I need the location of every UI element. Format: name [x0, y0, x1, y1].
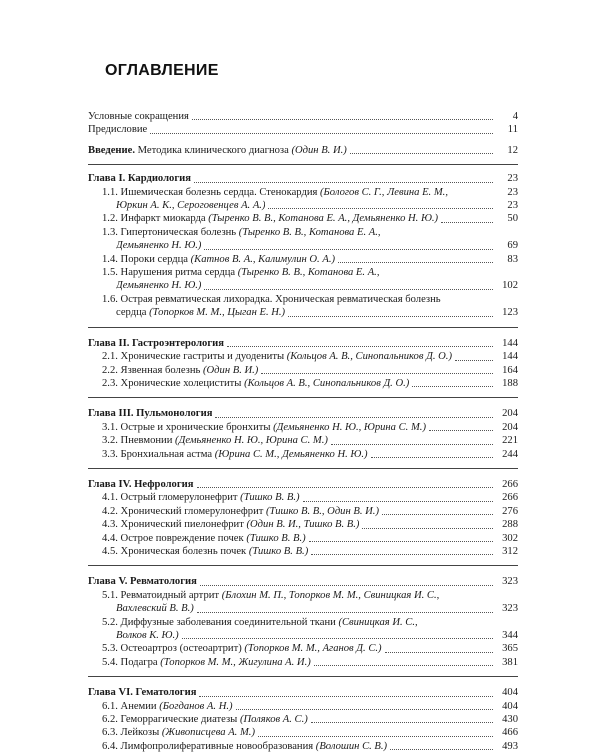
chapter-separator	[88, 468, 518, 469]
toc-entry-title: Глава V. Ревматология	[88, 576, 197, 588]
toc-entry-authors: (Тишко В. В.)	[246, 532, 306, 544]
toc-page-number: 204	[502, 421, 518, 433]
toc-entry-title: 1.5. Нарушения ритма сердца (Тыренко В. В., Котанова Е. А.,	[102, 267, 380, 279]
toc-entry-authors: (Топорков М. М., Жигулина А. И.)	[160, 656, 311, 668]
toc-page-number: 323	[502, 576, 518, 588]
toc-entry-title: 3.1. Острые и хронические бронхиты (Демьяненко Н. Ю., Юрина С. М.)	[102, 421, 426, 433]
toc-entry-title: 1.2. Инфаркт миокарда (Тыренко В. В., Котанова Е. А., Демьяненко Н. Ю.)	[102, 213, 439, 225]
toc-entry[interactable]	[88, 532, 518, 545]
toc-entry-title	[116, 602, 194, 615]
toc-entry-title: 1.6. Острая ревматическая лихорадка. Хроническая ревматическая болезнь	[102, 293, 441, 305]
toc-entry-title: 2.2. Язвенная болезнь (Один В. И.)	[102, 364, 259, 376]
toc-entry[interactable]	[88, 616, 518, 629]
toc-entry-authors: (Богданов А. Н.)	[159, 700, 233, 712]
toc-entry-authors: Демьяненко Н. Ю.)	[116, 280, 202, 292]
dot-leader	[197, 612, 493, 613]
toc-page-number: 23	[507, 200, 518, 212]
dot-leader	[331, 444, 493, 445]
toc-entry[interactable]	[88, 239, 518, 252]
dot-leader	[200, 585, 493, 586]
toc-page-number: 4	[512, 111, 518, 122]
dot-leader	[227, 346, 493, 347]
toc-entry-authors: (Один В. И., Тишко В. В.)	[246, 519, 360, 531]
dot-leader	[441, 222, 493, 223]
toc-entry-authors: (Тыренко В. В., Котанова Е. А.,	[237, 267, 380, 279]
dot-leader	[215, 417, 493, 418]
toc-page-number: 11	[507, 124, 518, 136]
toc-entry[interactable]	[88, 448, 518, 461]
toc-entry-authors: (Кольцов А. В., Синопальников Д. О.)	[244, 377, 410, 389]
dot-leader	[311, 722, 493, 723]
toc-entry-title: Глава VI. Гематология	[88, 687, 197, 699]
dot-leader	[309, 541, 493, 542]
toc-entry[interactable]	[88, 123, 518, 136]
toc-entry-title: 5.4. Подагра (Топорков М. М., Жигулина А. И.)	[102, 656, 311, 668]
toc-entry-authors: (Кольцов А. В., Синопальников Д. О.)	[286, 351, 452, 363]
page-title: ОГЛАВЛЕНИЕ	[105, 62, 219, 79]
dot-leader	[362, 528, 493, 529]
toc-page-number: 466	[502, 727, 518, 739]
toc-entry-title: Глава I. Кардиология	[88, 173, 191, 185]
toc-entry-title: Предисловие	[88, 124, 148, 136]
toc-entry-authors: (Бологов С. Г., Левина Е. М.,	[320, 186, 448, 198]
toc-entry[interactable]	[88, 279, 518, 292]
toc-entry-authors: (Юрина С. М., Демьяненко Н. Ю.)	[214, 448, 368, 460]
dot-leader	[192, 119, 493, 120]
toc-entry[interactable]	[88, 377, 518, 390]
toc-entry[interactable]	[88, 186, 518, 199]
toc-page-number: 123	[502, 307, 518, 319]
toc-page-number: 381	[502, 656, 518, 668]
dot-leader	[204, 289, 493, 290]
toc-entry-title: 1.3. Гипертоническая болезнь (Тыренко В. В., Котанова Е. А.,	[102, 226, 381, 238]
toc-page-number: 312	[502, 545, 518, 557]
toc-page-number: 344	[502, 630, 518, 641]
toc-entry-title: 3.3. Бронхиальная астма (Юрина С. М., Демьяненко Н. Ю.)	[102, 448, 368, 460]
dot-leader	[182, 638, 493, 639]
toc-chapter[interactable]	[88, 575, 518, 588]
toc-entry[interactable]	[88, 713, 518, 726]
toc-entry[interactable]	[88, 350, 518, 363]
dot-leader	[303, 501, 493, 502]
toc-entry[interactable]	[88, 266, 518, 279]
toc-entry-title: 1.1. Ишемическая болезнь сердца. Стенокардия (Бологов С. Г., Левина Е. М.,	[102, 186, 448, 198]
dot-leader	[194, 182, 493, 183]
toc-entry[interactable]	[88, 434, 518, 447]
chapter-separator	[88, 327, 518, 328]
toc-entry[interactable]	[88, 306, 518, 319]
toc-entry-authors: (Блохин М. П., Топорков М. М., Свиницкая И. С.,	[221, 589, 440, 601]
toc-entry-authors: (Топорков М. М., Аганов Д. С.)	[244, 643, 382, 655]
toc-page-number: 164	[502, 364, 518, 376]
toc-entry-authors: (Тыренко В. В., Котанова Е. А., Демьяненко Н. Ю.)	[208, 213, 439, 225]
toc-entry-title: Глава IV. Нефрология	[88, 478, 194, 490]
toc-entry-title: 2.3. Хронические холециститы (Кольцов А. В., Синопальников Д. О.)	[102, 377, 410, 389]
toc-page-number: 365	[502, 643, 518, 655]
toc-entry-title: 5.3. Остеоартроз (остеоартрит) (Топорков М. М., Аганов Д. С.)	[102, 643, 382, 655]
toc-entry-authors: (Волошин С. В.)	[315, 740, 388, 752]
dot-leader	[382, 514, 493, 515]
toc-entry-authors: (Демьяненко Н. Ю., Юрина С. М.)	[175, 435, 328, 447]
toc-entry[interactable]	[88, 364, 518, 377]
toc-entry-authors: (Тишко В. В.)	[248, 545, 309, 557]
toc-entry-title: 4.3. Хронический пиелонефрит (Один В. И., Тишко В. В.)	[102, 519, 360, 531]
toc-entry[interactable]	[88, 491, 518, 504]
dot-leader	[197, 487, 494, 488]
dot-leader	[150, 133, 493, 134]
dot-leader	[385, 652, 493, 653]
toc-entry[interactable]	[88, 505, 518, 518]
toc-entry[interactable]	[88, 700, 518, 713]
toc-page-number: 302	[502, 532, 518, 544]
table-of-contents	[88, 110, 518, 753]
dot-leader	[204, 249, 493, 250]
toc-page-number: 204	[502, 408, 518, 420]
toc-chapter[interactable]	[88, 172, 518, 185]
toc-entry[interactable]	[88, 212, 518, 225]
toc-page-number: 493	[502, 740, 518, 752]
toc-entry[interactable]	[88, 144, 518, 157]
toc-entry-title: 2.1. Хронические гастриты и дуодениты (Кольцов А. В., Синопальников Д. О.)	[102, 351, 452, 363]
toc-entry-authors: (Тишко В. В., Один В. И.)	[266, 505, 379, 517]
toc-entry-authors: (Тыренко В. В., Котанова Е. А.,	[238, 226, 381, 238]
toc-entry-title: 4.2. Хронический гломерулонефрит (Тишко В. В., Один В. И.)	[102, 505, 379, 517]
toc-page-number: 12	[507, 144, 518, 156]
dot-leader	[261, 373, 493, 374]
toc-entry-authors: (Один В. И.)	[203, 364, 259, 376]
dot-leader	[338, 262, 493, 263]
toc-entry-authors: (Тишко В. В.)	[240, 492, 300, 504]
toc-page-number: 323	[502, 603, 518, 615]
toc-entry-title: 6.1. Анемии (Богданов А. Н.)	[102, 700, 233, 712]
toc-entry-title: 1.4. Пороки сердца (Катнов В. А., Калимулин О. А.)	[102, 253, 335, 265]
toc-page-number: 144	[502, 337, 518, 349]
toc-entry[interactable]	[88, 199, 518, 212]
toc-entry[interactable]	[88, 421, 518, 434]
toc-entry-title: Введение. Методика клинического диагноза (Один В. И.)	[88, 144, 347, 156]
toc-entry-title: 4.1. Острый гломерулонефрит (Тишко В. В.)	[102, 492, 300, 504]
dot-leader	[350, 153, 493, 154]
toc-page-number: 83	[507, 253, 518, 265]
toc-page-number: 430	[502, 714, 518, 726]
toc-entry-title: Условные сокращения	[88, 111, 189, 122]
toc-entry-title: 6.4. Лимфопролиферативные новообразования (Волошин С. В.)	[102, 740, 388, 752]
dot-leader	[412, 386, 493, 387]
toc-entry[interactable]	[88, 740, 518, 753]
chapter-separator	[88, 397, 518, 398]
dot-leader	[268, 208, 493, 209]
toc-entry-authors: (Топорков М. М., Цыган Е. Н.)	[149, 307, 286, 319]
toc-page-number: 404	[502, 700, 518, 712]
toc-entry[interactable]	[88, 293, 518, 306]
toc-page-number: 188	[502, 377, 518, 389]
dot-leader	[314, 665, 493, 666]
toc-entry-authors: (Один В. И.)	[291, 144, 347, 156]
toc-page-number: 266	[502, 478, 518, 490]
toc-entry-authors: (Живописцева А. М.)	[161, 727, 255, 739]
toc-page-number: 23	[507, 186, 518, 198]
toc-entry[interactable]	[88, 589, 518, 602]
toc-entry[interactable]	[88, 656, 518, 669]
toc-entry[interactable]	[88, 518, 518, 531]
chapter-separator	[88, 676, 518, 677]
dot-leader	[455, 360, 493, 361]
toc-page-number: 404	[502, 687, 518, 699]
dot-leader	[311, 554, 493, 555]
toc-chapter[interactable]	[88, 407, 518, 420]
toc-entry[interactable]	[88, 726, 518, 739]
toc-entry-authors: Вахлевский В. В.)	[116, 603, 194, 615]
toc-page-number: 144	[502, 351, 518, 363]
toc-entry-authors: (Поляков А. С.)	[239, 714, 308, 726]
toc-entry-authors: Демьяненко Н. Ю.)	[116, 240, 202, 252]
toc-page-number: 23	[507, 173, 518, 185]
toc-page-number: 276	[502, 505, 518, 517]
toc-entry-title	[116, 629, 179, 642]
dot-leader	[371, 457, 493, 458]
toc-entry[interactable]	[88, 226, 518, 239]
toc-entry-authors: (Свиницкая И. С.,	[338, 616, 418, 628]
toc-page-number: 69	[507, 240, 518, 252]
toc-entry-title	[116, 279, 201, 292]
toc-entry-title: 6.3. Лейкозы (Живописцева А. М.)	[102, 727, 255, 739]
toc-entry-title: 6.2. Геморрагические диатезы (Поляков А. С.)	[102, 714, 308, 726]
toc-chapter[interactable]	[88, 478, 518, 491]
toc-entry[interactable]	[88, 253, 518, 266]
toc-entry-authors: (Демьяненко Н. Ю., Юрина С. М.)	[273, 421, 426, 433]
toc-entry-title: 4.5. Хроническая болезнь почек (Тишко В. В.)	[102, 545, 309, 557]
toc-entry-title	[116, 239, 201, 252]
toc-page-number: 266	[502, 492, 518, 504]
toc-entry[interactable]	[88, 545, 518, 558]
toc-entry[interactable]	[88, 110, 518, 123]
chapter-separator	[88, 164, 518, 165]
dot-leader	[236, 709, 493, 710]
toc-page-number: 50	[507, 213, 518, 225]
toc-entry-title: 5.2. Диффузные заболевания соединительной ткани (Свиницкая И. С.,	[102, 616, 418, 628]
toc-chapter[interactable]	[88, 337, 518, 350]
toc-page-number: 244	[502, 448, 518, 460]
toc-entry-title: Глава II. Гастроэнтерология	[88, 337, 224, 349]
toc-entry-title: 5.1. Ревматоидный артрит (Блохин М. П., Топорков М. М., Свиницкая И. С.,	[102, 589, 440, 601]
toc-entry[interactable]	[88, 642, 518, 655]
toc-entry[interactable]	[88, 602, 518, 615]
chapter-separator	[88, 565, 518, 566]
toc-entry-title: Глава III. Пульмонология	[88, 408, 213, 420]
dot-leader	[288, 316, 493, 317]
toc-entry-title	[116, 199, 265, 212]
toc-page-number: 288	[502, 519, 518, 531]
toc-entry-title: сердца (Топорков М. М., Цыган Е. Н.)	[116, 307, 286, 319]
toc-entry-authors: Юркин А. К., Сероговенцев А. А.)	[116, 200, 266, 212]
toc-page-number: 221	[502, 435, 518, 447]
toc-entry-title: 3.2. Пневмонии (Демьяненко Н. Ю., Юрина С. М.)	[102, 435, 328, 447]
dot-leader	[199, 696, 493, 697]
dot-leader	[258, 736, 493, 737]
toc-entry[interactable]	[88, 629, 518, 642]
toc-entry-authors: (Катнов В. А., Калимулин О. А.)	[190, 253, 335, 265]
dot-leader	[429, 430, 493, 431]
toc-page-number: 102	[502, 280, 518, 292]
toc-chapter[interactable]	[88, 686, 518, 699]
toc-entry-title: 4.4. Острое повреждение почек (Тишко В. В.)	[102, 532, 306, 544]
toc-entry-authors: Волков К. Ю.)	[116, 630, 179, 641]
